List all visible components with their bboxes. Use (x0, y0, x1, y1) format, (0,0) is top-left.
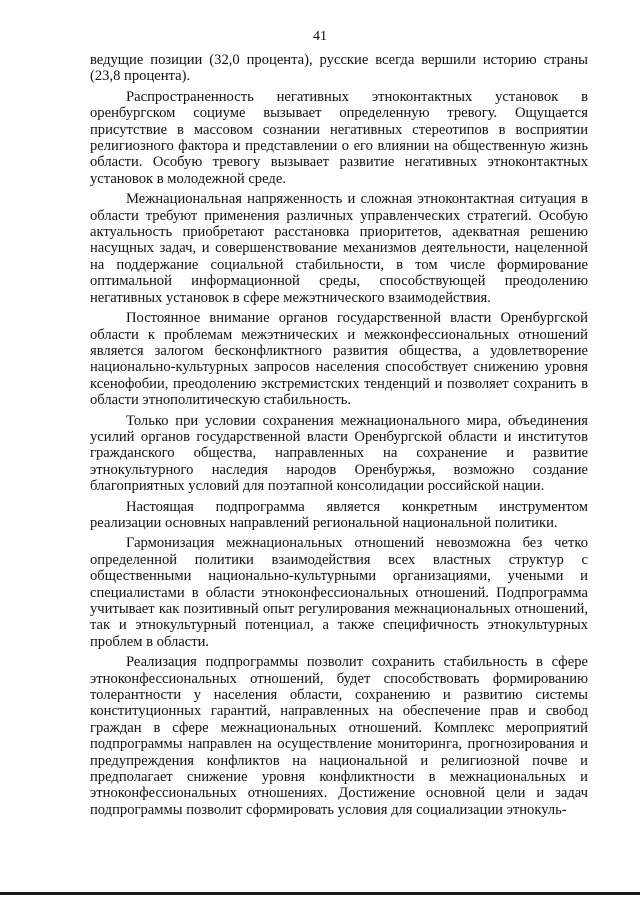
paragraph-interethnic-peace: Только при условии сохранения межнационального мира, объединения усилий органов государственной власти Оренбургской области и институтов гражданского общества, направленных на сохранение и развитие этнокультурного наследия народов Оренбуржья, возможно создание благоприятных условий для поэтапной консолидации российской нации. (90, 412, 588, 495)
page-number: 41 (313, 29, 327, 44)
paragraph-management-strategies: Межнациональная напряженность и сложная этноконтактная ситуация в области требуют применения различных управленческих стратегий. Особую актуальность приобретают расстановка приоритетов, адекватная решению насущных задач, и совершенствование механизмов деятельности, нацеленной на поддержание социальной стабильности, в том числе формирование оптимальной информационной среды, способствующей преодолению негативных установок в сфере межэтнического взаимодействия. (90, 191, 588, 306)
bottom-scan-border (0, 892, 640, 895)
paragraph-subprogram-instrument: Настоящая подпрограмма является конкретным инструментом реализации основных направлений региональной национальной политики. (90, 498, 588, 531)
paragraph-implementation: Реализация подпрограммы позволит сохранить стабильность в сфере этноконфессиональных отношений, будет способствовать формированию толерантности у населения области, сохранению и развитию системы конституционных гарантий, направленных на обеспечение прав и свобод граждан в сфере межнациональных отношений. Комплекс мероприятий подпрограммы направлен на осуществление мониторинга, прогнозирования и предупреждения конфликтов на национальной и религиозной почве и предполагает снижение уровня конфликтности в межнациональных и этноконфессиональных отношениях. Достижение основной цели и задач подпрограммы позволит сформировать условия для социализации этнокуль- (90, 654, 588, 818)
paragraph-government-attention: Постоянное внимание органов государственной власти Оренбургской области к проблемам межэтнических и межконфессиональных отношений является залогом бесконфликтного развития общества, а удовлетворение национально-культурных запросов населения способствует снижению уровня ксенофобии, преодолению экстремистских тенденций и позволяет сохранить в области этнополитическую стабильность. (90, 310, 588, 409)
paragraph-negative-attitudes: Распространенность негативных этноконтактных установок в оренбургском социуме вызывает определенную тревогу. Ощущается присутствие в массовом сознании негативных стереотипов в восприятии религиозного фактора и представлении о его влиянии на общественную жизнь области. Особую тревогу вызывает развитие негативных этноконтактных установок в молодежной среде. (90, 88, 588, 187)
paragraph-continuation: ведущие позиции (32,0 процента), русские всегда вершили историю страны (23,8 процента). (90, 52, 588, 85)
document-body (90, 52, 588, 822)
paragraph-harmonization: Гармонизация межнациональных отношений невозможна без четко определенной политики взаимодействия всех властных структур с общественными национально-культурными организациями, учеными и специалистами в области этноконфессиональных отношений. Подпрограмма учитывает как позитивный опыт регулирования межнациональных отношений, так и этнокультурный потенциал, а также специфичность этнокультурных проблем в области. (90, 535, 588, 650)
